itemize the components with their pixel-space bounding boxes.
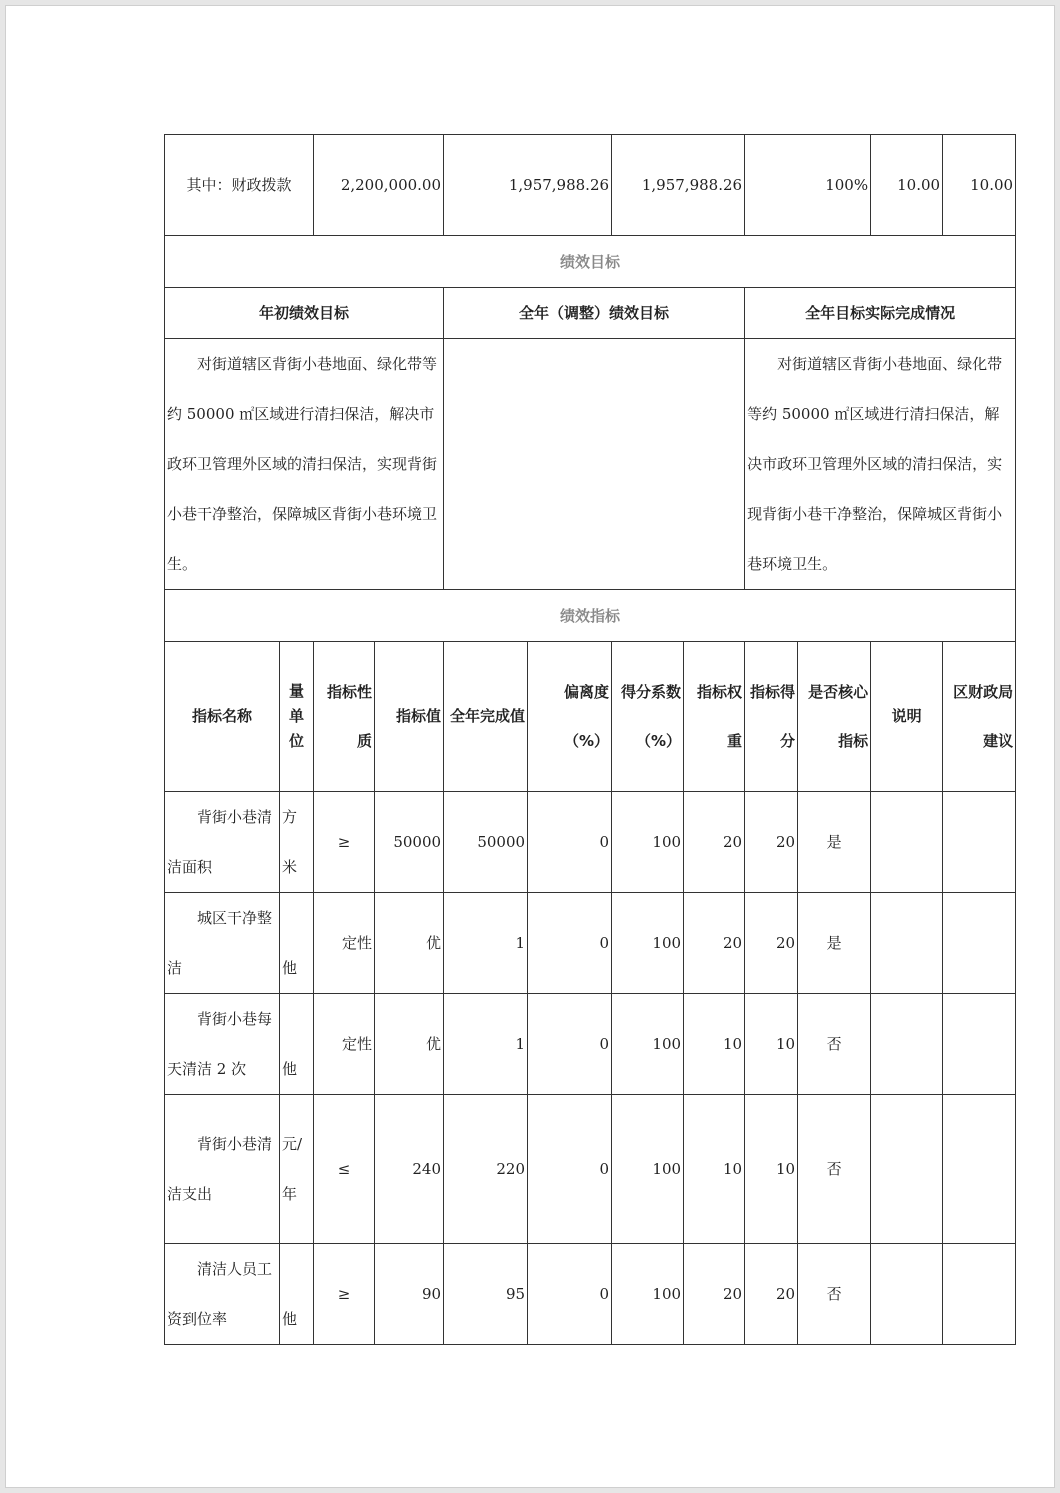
header-score: 指标得分 xyxy=(745,642,798,792)
goals-initial-text: 对街道辖区背街小巷地面、绿化带等约 50000 ㎡区域进行清扫保洁，解决市政环卫管理外区域的清扫保洁，实现背街小巷干净整治，保障城区背街小巷环境卫生。 xyxy=(165,339,444,590)
indicator-nature: ≥ xyxy=(314,792,375,893)
goals-col-adjusted: 全年（调整）绩效目标 xyxy=(444,288,745,339)
indicator-name: 背街小巷清洁支出 xyxy=(165,1095,280,1244)
indicator-core: 否 xyxy=(798,994,871,1095)
indicator-unit: 方米 xyxy=(280,792,314,893)
indicator-name: 背街小巷每天清洁 2 次 xyxy=(165,994,280,1095)
funding-allocated: 1,957,988.26 xyxy=(444,135,612,236)
indicator-completed: 50000 xyxy=(444,792,528,893)
indicator-deviation: 0 xyxy=(528,1244,612,1345)
indicator-name: 背街小巷清洁面积 xyxy=(165,792,280,893)
table-row xyxy=(165,792,1016,893)
indicator-advice xyxy=(943,1095,1016,1244)
header-name: 指标名称 xyxy=(165,642,280,792)
table-row xyxy=(165,994,1016,1095)
indicator-core: 是 xyxy=(798,893,871,994)
indicator-deviation: 0 xyxy=(528,994,612,1095)
indicator-note xyxy=(871,792,943,893)
indicator-note xyxy=(871,994,943,1095)
indicator-nature: ≤ xyxy=(314,1095,375,1244)
indicator-note xyxy=(871,1244,943,1345)
header-nature: 指标性质 xyxy=(314,642,375,792)
indicator-coef: 100 xyxy=(612,792,684,893)
indicator-nature: 定性 xyxy=(314,893,375,994)
header-note: 说明 xyxy=(871,642,943,792)
indicator-weight: 20 xyxy=(684,1244,745,1345)
indicator-completed: 1 xyxy=(444,893,528,994)
indicator-score: 10 xyxy=(745,1095,798,1244)
indicator-unit: 他 xyxy=(280,893,314,994)
indicator-advice xyxy=(943,1244,1016,1345)
funding-row xyxy=(165,135,1016,236)
indicator-target: 优 xyxy=(375,893,444,994)
indicator-unit: 他 xyxy=(280,994,314,1095)
indicator-name: 城区干净整洁 xyxy=(165,893,280,994)
indicator-nature: ≥ xyxy=(314,1244,375,1345)
indicator-advice xyxy=(943,994,1016,1095)
indicator-target: 240 xyxy=(375,1095,444,1244)
header-target: 指标值 xyxy=(375,642,444,792)
indicator-advice xyxy=(943,792,1016,893)
header-coef: 得分系数（%） xyxy=(612,642,684,792)
indicator-coef: 100 xyxy=(612,893,684,994)
indicator-coef: 100 xyxy=(612,1244,684,1345)
funding-score: 10.00 xyxy=(943,135,1016,236)
table-row xyxy=(165,1095,1016,1244)
indicator-advice xyxy=(943,893,1016,994)
indicator-completed: 220 xyxy=(444,1095,528,1244)
indicator-unit: 他 xyxy=(280,1244,314,1345)
indicator-core: 否 xyxy=(798,1244,871,1345)
goals-actual-text: 对街道辖区背街小巷地面、绿化带等约 50000 ㎡区域进行清扫保洁，解决市政环卫管理外区域的清扫保洁，实现背街小巷干净整治，保障城区背街小巷环境卫生。 xyxy=(745,339,1016,590)
indicator-deviation: 0 xyxy=(528,1095,612,1244)
indicator-core: 否 xyxy=(798,1095,871,1244)
indicator-completed: 1 xyxy=(444,994,528,1095)
indicator-target: 90 xyxy=(375,1244,444,1345)
header-completed: 全年完成值 xyxy=(444,642,528,792)
indicator-note xyxy=(871,893,943,994)
indicator-score: 20 xyxy=(745,792,798,893)
indicator-score: 20 xyxy=(745,1244,798,1345)
goals-col-actual: 全年目标实际完成情况 xyxy=(745,288,1016,339)
funding-budget: 2,200,000.00 xyxy=(314,135,444,236)
indicator-target: 50000 xyxy=(375,792,444,893)
indicator-coef: 100 xyxy=(612,994,684,1095)
indicator-score: 20 xyxy=(745,893,798,994)
funding-rate: 100% xyxy=(745,135,871,236)
goals-adjusted-text xyxy=(444,339,745,590)
indicator-name: 清洁人员工资到位率 xyxy=(165,1244,280,1345)
indicator-nature: 定性 xyxy=(314,994,375,1095)
indicators-section-title: 绩效指标 xyxy=(165,590,1016,642)
indicator-unit: 元/年 xyxy=(280,1095,314,1244)
table-row xyxy=(165,893,1016,994)
funding-label: 其中：财政拨款 xyxy=(165,135,314,236)
indicator-weight: 20 xyxy=(684,893,745,994)
indicator-weight: 10 xyxy=(684,994,745,1095)
indicator-deviation: 0 xyxy=(528,893,612,994)
indicators-header-row xyxy=(165,642,1016,792)
indicator-score: 10 xyxy=(745,994,798,1095)
header-weight: 指标权重 xyxy=(684,642,745,792)
goals-section-title: 绩效目标 xyxy=(165,236,1016,288)
header-core: 是否核心指标 xyxy=(798,642,871,792)
table-row xyxy=(165,1244,1016,1345)
indicator-target: 优 xyxy=(375,994,444,1095)
indicator-weight: 20 xyxy=(684,792,745,893)
indicator-note xyxy=(871,1095,943,1244)
header-advice: 区财政局建议 xyxy=(943,642,1016,792)
document-page xyxy=(5,5,1055,1488)
indicator-core: 是 xyxy=(798,792,871,893)
indicator-completed: 95 xyxy=(444,1244,528,1345)
indicator-deviation: 0 xyxy=(528,792,612,893)
indicator-coef: 100 xyxy=(612,1095,684,1244)
performance-table xyxy=(164,134,1016,1345)
funding-executed: 1,957,988.26 xyxy=(612,135,745,236)
funding-weight: 10.00 xyxy=(871,135,943,236)
indicator-weight: 10 xyxy=(684,1095,745,1244)
header-deviation: 偏离度（%） xyxy=(528,642,612,792)
goals-col-initial: 年初绩效目标 xyxy=(165,288,444,339)
header-unit: 量单位 xyxy=(280,642,314,792)
